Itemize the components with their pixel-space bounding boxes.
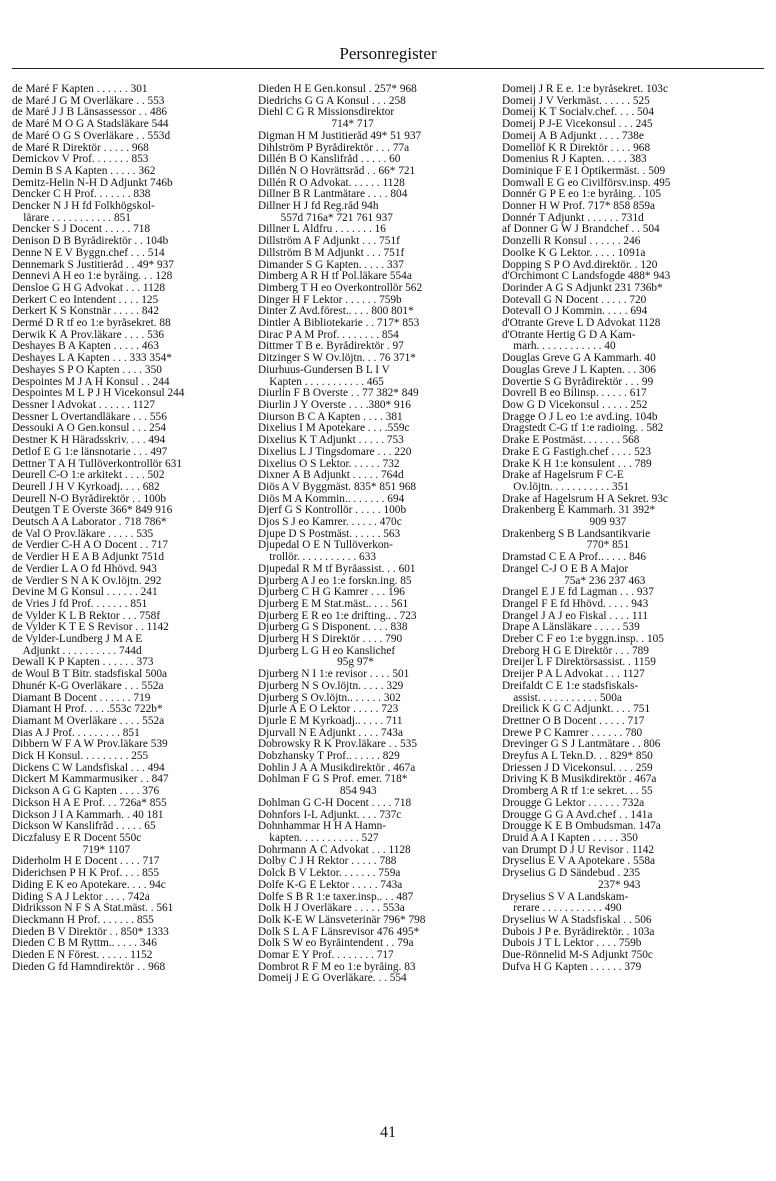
register-entry: Diurson B C A Kapten . . . . 381 [258, 411, 403, 423]
register-entry: Dihlström P Byrådirektör . . . 77a [258, 142, 410, 154]
register-entry: Dixelius I M Apotekare . . . .559c [258, 423, 410, 435]
register-entry: Drape A Länsläkare . . . . . 539 [502, 622, 640, 634]
register-entry: de Vylder K L B Rektor . . . 758f [12, 610, 161, 622]
register-entry: 237* 943 [502, 879, 641, 891]
register-entry: 557d 716a* 721 761 937 [258, 212, 393, 224]
register-entry: Dillström B M Adjunkt . . . 751f [258, 247, 405, 259]
register-entry: Dessouki A O Gen.konsul . . . 254 [12, 423, 167, 435]
register-entry: de Verdier S N A K Öv.löjtn. 292 [12, 575, 162, 587]
register-entry: de Val O Prov.läkare . . . . . 535 [12, 528, 154, 540]
register-entry: Diurlin J Y Överste . . . .380* 916 [258, 399, 411, 411]
register-entry: Driessen J D Vicekonsul. . . . 259 [502, 762, 653, 774]
register-entry: Domellöf K R Direktör . . . . 968 [502, 142, 651, 154]
register-entry: Diös A V Byggmäst. 835* 851 968 [258, 481, 417, 493]
register-entry: Derkert C eo Intendent . . . . 125 [12, 294, 159, 306]
register-entry: Diamant M Överläkare . . . . 552a [12, 715, 165, 727]
register-entry: Diurhuus-Gundersen B L I V [258, 364, 390, 376]
register-entry: 854 943 [258, 786, 377, 798]
register-entry: Donzelli R Konsul . . . . . . 246 [502, 236, 641, 248]
page-title: Personregister [339, 44, 437, 63]
register-entry: Dencker N J H fd Folkhögskol- [12, 201, 155, 213]
register-entry: Dillén N O Hovrättsråd . . 66* 721 [258, 165, 416, 177]
register-entry: Detlof E G 1:e länsnotarie . . . 497 [12, 446, 168, 458]
register-entry: Dryselius S V A Landskam- [502, 891, 629, 903]
column-1 [12, 84, 250, 973]
register-entry: Dimberg T H eo Överkontrollör 562 [258, 282, 423, 294]
register-entry: Djurberg C H G Kamrer . . . 196 [258, 587, 405, 599]
register-entry: Djurle E M Kyrkoadj.. . . . . 711 [258, 715, 403, 727]
register-entry: Dolfe K-G E Lektor . . . . . 743a [258, 879, 403, 891]
register-entry: Dimander S G Kapten. . . . . 337 [258, 259, 404, 271]
register-entry: marh. . . . . . . . . . . . 40 [502, 341, 616, 353]
register-entry: Dohnfors I-L Adjunkt. . . . 737c [258, 809, 402, 821]
register-entry: Djupedal O E N Tullöverkon- [258, 540, 393, 552]
register-entry: Djos S J eo Kamrer. . . . . . 470c [258, 517, 402, 529]
register-entry: Dillström A F Adjunkt . . . 751f [258, 236, 400, 248]
register-entry: Öv.löjtn. . . . . . . . . . . 351 [502, 481, 629, 493]
register-entry: Donner H W Prof. 717* 858 859a [502, 201, 656, 213]
register-entry: Dopping S P O Avd.direktör. . 120 [502, 259, 658, 271]
register-entry: Dirac P A M Prof. . . . . . . . 854 [258, 329, 399, 341]
register-entry: Dickert M Kammarmusiker . . 847 [12, 774, 169, 786]
register-entry: Djurberg N I 1:e revisor . . . . 501 [258, 669, 410, 681]
register-entry: Drake E Postmäst. . . . . . . 568 [502, 435, 640, 447]
register-entry: assist. . . . . . . . . . . 500a [502, 692, 622, 704]
register-entry: d'Orchimont C Landsfogde 488* 943 [502, 271, 671, 283]
register-entry: Djurberg E M Stat.mäst.. . . . 561 [258, 598, 409, 610]
register-entry: de Verdier H E A B Adjunkt 751d [12, 552, 164, 564]
register-entry: Deurell J H V Kyrkoadj. . . . 682 [12, 481, 160, 493]
register-entry: Drangel J A J eo Fiskal . . . . 111 [502, 610, 649, 622]
register-entry: Drevinger G S J Lantmätare . . 806 [502, 739, 661, 751]
register-entry: Dreyfus A L Tekn.D. . . 829* 850 [502, 751, 653, 763]
register-entry: Dinger H F Lektor . . . . . . 759b [258, 294, 402, 306]
register-entry: lärare . . . . . . . . . . . 851 [12, 212, 131, 224]
register-entry: Demin B S A Kapten . . . . . 362 [12, 165, 156, 177]
register-entry: Drangel F E fd Hhövd. . . . . 943 [502, 598, 649, 610]
register-entry: Dolby C J H Rektor . . . . . 788 [258, 856, 397, 868]
register-entry: Deutsch A A Laborator . 718 786* [12, 517, 167, 529]
register-entry: 770* 851 [502, 540, 630, 552]
register-entry: Dickson J I A Kammarh. . 40 181 [12, 809, 164, 821]
register-entry: Douglas Greve G A Kammarh. 40 [502, 353, 656, 365]
register-entry: Deutgen T E Överste 366* 849 916 [12, 505, 173, 517]
register-entry: Dias A J Prof. . . . . . . . . 851 [12, 727, 140, 739]
register-entry: Due-Rönnelid M-S Adjunkt 750c [502, 950, 653, 962]
register-entry: Dieden H E Gen.konsul . 257* 968 [258, 84, 417, 95]
register-entry: d'Otrante Hertig G D A Kam- [502, 329, 636, 341]
register-entry: Douglas Greve J L Kapten. . . 306 [502, 364, 656, 376]
register-entry: Dieden B V Direktör . . 850* 1333 [12, 926, 169, 938]
register-entry: Dickson H A E Prof. . . 726a* 855 [12, 797, 167, 809]
register-entry: Dryselius W A Stadsfiskal . . 506 [502, 914, 652, 926]
register-entry: Dettner T A H Tullöverkontrollör 631 [12, 458, 182, 470]
register-entry: Driving K B Musikdirektör . 467a [502, 774, 657, 786]
register-entry: Domeij P J-E Vicekonsul . . . 245 [502, 119, 653, 131]
register-entry: Drougge G Lektor . . . . . . 732a [502, 797, 645, 809]
register-entry: Dolck B V Lektor. . . . . . . 759a [258, 868, 401, 880]
register-entry: Dixelius O S Lektor. . . . . . 732 [258, 458, 400, 470]
register-entry: Dick H Konsul. . . . . . . . . 255 [12, 751, 149, 763]
register-entry: Druid A A I Kapten . . . . . 350 [502, 833, 638, 844]
register-entry: Dolk H J Överläkare . . . . . 553a [258, 903, 405, 915]
register-entry: Dillén B O Kanslifråd . . . . . 60 [258, 154, 401, 166]
register-entry: Densloe G H G Advokat . . . 1128 [12, 282, 166, 294]
register-entry: Dryselius E V A Apotekare . 558a [502, 856, 656, 868]
register-entry: trollör. . . . . . . . . . . 633 [258, 552, 376, 564]
register-entry: de Maré F Kapten . . . . . . 301 [12, 84, 148, 95]
register-entry: Drakenberg S B Landsantikvarie [502, 528, 651, 540]
register-entry: Djurberg G S Disponent. . . . 838 [258, 622, 408, 634]
register-entry: de Maré J J B Länsassessor . . 486 [12, 107, 167, 119]
register-entry: Diurlin F B Överste . . 77 382* 849 [258, 388, 419, 400]
register-entry: 75a* 236 237 463 [502, 575, 646, 587]
register-entry: Dolfe S B R 1:e taxer.insp.. . . 487 [258, 891, 414, 903]
register-entry: Destner K H Häradsskriv. . . . 494 [12, 435, 166, 447]
register-entry: Diös M A Kommin.. . . . . . . 694 [258, 493, 405, 505]
register-entry: de Verdier L A O fd Hhövd. 943 [12, 563, 157, 575]
register-entry: Djupe D S Postmäst. . . . . . 563 [258, 528, 401, 540]
register-entry: Domeij Å B Adjunkt . . . . 738e [502, 130, 644, 142]
register-entry: Djupedal R M tf Byråassist. . . 601 [258, 563, 416, 575]
register-entry: Diedrichs G G A Konsul . . . 258 [258, 95, 406, 107]
register-entry: Demickov V Prof. . . . . . . 853 [12, 154, 149, 166]
register-entry: Dinter Z Avd.förest.. . . . 800 801* [258, 306, 414, 318]
register-entry: Dubois J T L Lektor . . . . 759b [502, 938, 642, 950]
register-entry: Despointes M L P J H Vicekonsul 244 [12, 388, 185, 400]
register-entry: Dixelius L J Tingsdomare . . . 220 [258, 446, 412, 458]
register-entry: Dolk S W eo Byråintendent . . 79a [258, 938, 414, 950]
register-entry: Dominique F E I Optikermäst. . 509 [502, 165, 666, 177]
register-entry: Djurberg A J eo 1:e forskn.ing. 85 [258, 575, 412, 587]
register-entry: Diczfalusy E R Docent 550c [12, 833, 142, 844]
register-entry: Dickens C W Landsfiskal . . . 494 [12, 762, 165, 774]
register-entry: Derkert K S Konstnär . . . . . 842 [12, 306, 159, 318]
register-entry: Dieden G fd Hamndirektör . . 968 [12, 961, 166, 973]
register-entry: Diamant B Docent . . . . . . 719 [12, 692, 151, 704]
register-entry: Dohlman G C-H Docent . . . . 718 [258, 797, 412, 809]
register-entry: Dieckmann H Prof. . . . . . . 855 [12, 914, 154, 926]
register-entry: Dohrmann Å C Advokat . . . 1128 [258, 844, 411, 856]
register-entry: Drangel E J E fd Lagman . . . 937 [502, 587, 654, 599]
register-entry: Dotevall O J Kommin. . . . . 694 [502, 306, 648, 318]
register-entry: Dencker S J Docent . . . . . 718 [12, 224, 151, 236]
register-entry: Didriksson N F S A Stat.mäst. . 561 [12, 903, 174, 915]
register-entry: Dibbern W F A W Prov.läkare 539 [12, 739, 168, 751]
register-entry: de Woul B T Bitr. stadsfiskal 500a [12, 669, 168, 681]
register-entry: Deshayes L A Kapten . . . 333 354* [12, 353, 172, 365]
register-entry: Demitz-Helin N-H D Adjunkt 746b [12, 177, 173, 189]
register-entry: Dixner Å B Adjunkt . . . . . 764d [258, 470, 404, 482]
register-entry: Digman H M Justitieråd 49* 51 937 [258, 130, 422, 142]
register-entry: Dreijer L F Direktörsassist. . 1159 [502, 657, 656, 669]
register-entry: Domeij J R E e. 1:e byråsekret. 103c [502, 84, 668, 95]
column-3 [502, 84, 740, 973]
register-entry: Dromberg A R tf 1:e sekret. . . 55 [502, 786, 653, 798]
register-entry: Djurberg E R eo 1:e drifting.. . 723 [258, 610, 417, 622]
register-entry: Domeij K T Socialv.chef. . . . 504 [502, 107, 654, 119]
register-entry: Dreilick K G C Adjunkt. . . . 751 [502, 704, 651, 716]
register-entry: Dickson W Kanslifråd . . . . . 65 [12, 821, 156, 833]
register-entry: Djurberg H S Direktör . . . . 790 [258, 634, 403, 646]
register-entry: Dolk K-E W Länsveterinär 796* 798 [258, 914, 426, 926]
register-entry: Dragstedt C-G tf 1:e radioing. . 582 [502, 423, 664, 435]
register-entry: Dhunér K-G Överläkare . . . 552a [12, 680, 164, 692]
register-entry: Dorinder A G S Adjunkt 231 736b* [502, 282, 663, 294]
register-entry: Diehl C G R Missionsdirektor [258, 107, 395, 119]
register-entry: Dombrot R F M eo 1:e byråing. 83 [258, 961, 416, 973]
register-entry: Derwik K Å Prov.läkare . . . . 536 [12, 329, 165, 341]
register-entry: Diderichsen P H K Prof. . . . 855 [12, 868, 160, 880]
register-entry: Dickson A G G Kapten . . . . 376 [12, 786, 160, 798]
register-entry: Dennemark S Justitieråd . . 49* 937 [12, 259, 174, 271]
register-entry: Dohlin J Å A Musikdirektör . 467a [258, 762, 416, 774]
register-entry: Deurell N-O Byrådirektör . . 100b [12, 493, 167, 505]
register-entry: Drougge K E B Ombudsman. 147a [502, 821, 661, 833]
register-entry: de Maré M O G A Stadsläkare 544 [12, 119, 169, 131]
register-entry: Dobrowsky R K Prov.läkare . . 535 [258, 739, 417, 751]
register-entry: Djurberg S Öv.löjtn.. . . . . . 302 [258, 692, 401, 704]
register-entry: Djurvall N E Adjunkt . . . . 743a [258, 727, 403, 739]
register-entry: Drake E G Fastigh.chef . . . . 523 [502, 446, 652, 458]
register-entry: Dobzhansky T Prof.. . . . . . 829 [258, 751, 400, 763]
register-entry: Dillén R O Advokat. . . . . . 1128 [258, 177, 405, 189]
register-entry: Dencker C H Prof. . . . . . . 838 [12, 189, 151, 201]
register-entry: Diding E K eo Apotekare. . . . 94c [12, 879, 166, 891]
register-entry: Dewall K P Kapten . . . . . . 373 [12, 657, 154, 669]
register-entry: Djurle A E O Lektor . . . . . 723 [258, 704, 399, 716]
register-entry: Drettner O B Docent . . . . . 717 [502, 715, 645, 727]
register-entry: Dolk S L A F Länsrevisor 476 495* [258, 926, 420, 938]
register-entry: Adjunkt . . . . . . . . . . 744d [12, 645, 142, 657]
header-rule [12, 68, 764, 69]
register-entry: Djurberg N S Öv.löjtn. . . . . 329 [258, 680, 404, 692]
register-entry: Donnér T Adjunkt . . . . . . 731d [502, 212, 644, 224]
register-entry: Domeij J V Verkmäst. . . . . . 525 [502, 95, 650, 107]
column-2 [258, 84, 496, 985]
register-entry: Ditzinger S W Öv.löjtn. . . 76 371* [258, 353, 416, 365]
register-entry: Domwall E G eo Civilförsv.insp. 495 [502, 177, 671, 189]
register-entry: de Maré J G M Överläkare . . 553 [12, 95, 165, 107]
register-entry: Dohnhammar H H A Hamn- [258, 821, 387, 833]
register-entry: Dessner I Advokat . . . . . . 1127 [12, 399, 155, 411]
register-entry: Deshayes S P O Kapten . . . . 350 [12, 364, 162, 376]
register-entry: Doolke K G Lektor. . . . . 1091a [502, 247, 646, 259]
register-entry: Dixelius K T Adjunkt . . . . . 753 [258, 435, 404, 447]
register-entry: Dubois J P e. Byrådirektör. . 103a [502, 926, 655, 938]
register-entry: Dessner L Övertandläkare . . . 556 [12, 411, 167, 423]
register-entry: Dittmer T B e. Byrådirektör . 97 [258, 341, 404, 353]
register-entry: af Donner G W J Brandchef . . 504 [502, 224, 660, 236]
register-entry: kapten. . . . . . . . . . . 527 [258, 833, 379, 844]
register-entry: Dintler Å Bibliotekarie . . 717* 853 [258, 318, 420, 330]
register-entry: Devine M G Konsul . . . . . . 241 [12, 587, 158, 599]
register-entry: de Verdier C-H A O Docent . . 717 [12, 540, 169, 552]
register-entry: Diding S A J Lektor . . . . 742a [12, 891, 150, 903]
register-entry: de Maré R Direktör . . . . . 968 [12, 142, 149, 154]
register-entry: Denne N E V Byggn.chef . . . 514 [12, 247, 165, 259]
register-entry: Diderholm H E Docent . . . . 717 [12, 856, 160, 868]
register-entry: Dovrell B eo Bilinsp. . . . . . 617 [502, 388, 647, 400]
register-entry: Diamant H Prof. . . . .553c 722b* [12, 704, 163, 716]
register-entry: Drake af Hagelsrum F C-E [502, 470, 624, 482]
register-entry: d'Otrante Greve L D Advokat 1128 [502, 318, 661, 330]
register-entry: de Vries J fd Prof. . . . . . . 851 [12, 598, 148, 610]
register-entry: Dow G D Vicekonsul . . . . . 252 [502, 399, 648, 411]
register-entry: Drewe P C Kamrer . . . . . . 780 [502, 727, 643, 739]
register-entry: Dreifaldt C E 1:e stadsfiskals- [502, 680, 639, 692]
register-entry: rerare . . . . . . . . . . . 490 [502, 903, 622, 915]
register-entry: 714* 717 [258, 119, 374, 131]
register-entry: 909 937 [502, 517, 627, 529]
register-entry: 95g 97* [258, 657, 374, 669]
register-entry: Dieden C B M Ryttm.. . . . . 346 [12, 938, 157, 950]
register-entry: Donnér G P E eo 1:e byråing. . 105 [502, 189, 661, 201]
register-entry: Dryselius G D Sändebud . 235 [502, 868, 641, 880]
register-entry: Dufva H G Kapten . . . . . . 379 [502, 961, 642, 973]
register-entry: Dohlman F G S Prof. emer. 718* [258, 774, 408, 786]
register-entry: Denison D B Byrådirektör . . 104b [12, 236, 169, 248]
register-entry: Drangel C-J O E B A Major [502, 563, 629, 575]
register-entry: Kapten . . . . . . . . . . . 465 [258, 376, 384, 388]
register-entry: Djurberg L G H eo Kanslichef [258, 645, 396, 657]
register-entry: Drake K H 1:e konsulent . . . 789 [502, 458, 652, 470]
register-entry: de Maré O G S Överläkare . . 553d [12, 130, 171, 142]
register-entry: Despointes M J A H Konsul . . 244 [12, 376, 170, 388]
register-entry: Domar E Y Prof. . . . . . . . 717 [258, 950, 394, 962]
register-entry: Drakenberg E Kammarh. 31 392* [502, 505, 656, 517]
register-entry: Drougge G G A Avd.chef . . 141a [502, 809, 653, 821]
page-number: 41 [380, 1124, 396, 1141]
register-entry: Dreber C F eo 1:e byggn.insp. . 105 [502, 634, 664, 646]
register-entry: Dovertie S G Byrådirektör . . . 99 [502, 376, 654, 388]
register-entry: 719* 1107 [12, 844, 131, 856]
register-entry: Deurell C-O 1:e arkitekt . . . . 502 [12, 470, 165, 482]
register-entry: Deshayes B A Kapten . . . . . 463 [12, 341, 159, 353]
register-entry: Dotevall G N Docent . . . . . 720 [502, 294, 647, 306]
register-entry: de Vylder-Lundberg J M A E [12, 634, 143, 646]
register-entry: Dieden E N Förest. . . . . . 1152 [12, 950, 153, 962]
register-entry: Dragge O J L eo 1:e avd.ing. 104b [502, 411, 658, 423]
register-entry: Dermé D R tf eo 1:e byråsekret. 88 [12, 318, 171, 330]
register-entry: Dillner L Åldfru . . . . . . . 16 [258, 224, 386, 236]
register-entry: Dramstad C E A Prof.. . . . . 846 [502, 552, 647, 564]
register-entry: Domenius R J Kapten. . . . . 383 [502, 154, 647, 166]
register-entry: Dillner B R Lantmätare . . . . 804 [258, 189, 408, 201]
register-entry: Drake af Hagelsrum H A Sekret. 93c [502, 493, 668, 505]
register-entry: Dreijer P A L Advokat . . . 1127 [502, 669, 645, 681]
register-entry: Dimberg A R H tf Pol.läkare 554a [258, 271, 412, 283]
register-entry: Dennevi A H eo 1:e byråing. . . 128 [12, 271, 173, 283]
register-entry: van Drumpt D J U Revisor . 1142 [502, 844, 655, 856]
register-entry: de Vylder K T E S Revisor . . 1142 [12, 622, 169, 634]
register-entry: Dreborg H G E Direktör . . . 789 [502, 645, 649, 657]
register-entry: Djerf G S Kontrollör . . . . . 100b [258, 505, 407, 517]
register-entry: Domeij J E G Överläkare. . . 554 [258, 973, 407, 985]
register-entry: Dillner H J fd Reg.råd 94h [258, 201, 379, 213]
